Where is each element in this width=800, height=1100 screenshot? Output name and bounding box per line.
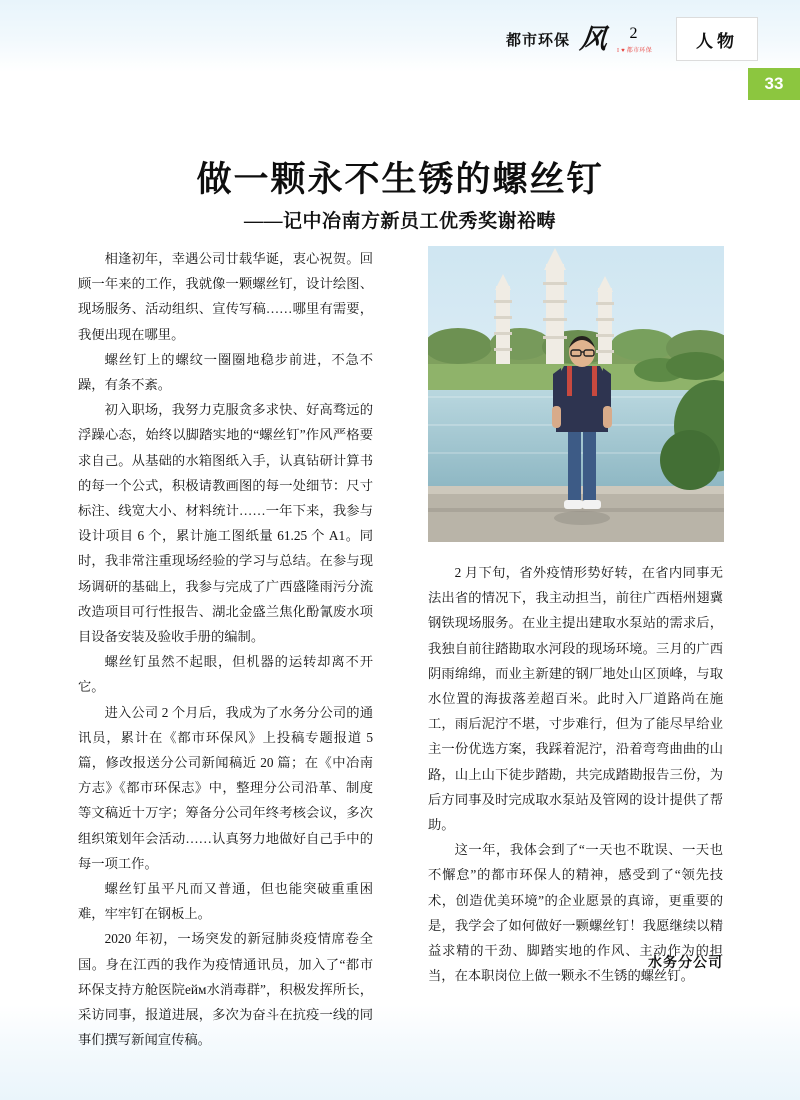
anniversary-number: 2 — [629, 24, 638, 42]
brand-logo-icon: 风 — [578, 23, 609, 54]
paragraph: 这一年，我体会到了“一天也不耽误、一天也不懈怠”的都市环保人的精神，感受到了“领先技术，创造优美环境”的企业愿景的真谛，更重要的是，我学会了如何做好一颗螺丝钉！我愿继续以精益求精的干劲、脚踏实地的作风、主动作为的担当，在本职岗位上做一颗永不生锈的螺丝钉。 — [428, 842, 723, 984]
paragraph: 2020 年初，一场突发的新冠肺炎疫情席卷全国。身在江西的我作为疫情通讯员，加入了“都市环保支持方舱医院ейм水消毒群”，积极发挥所长，采访同事，报道进展，多次为奋斗在抗疫一线的同事们撰写新闻宣传稿。 — [78, 931, 373, 1048]
article-photo — [428, 246, 724, 542]
paragraph: 初入职场，我努力克服贪多求快、好高骛远的浮躁心态，始终以脚踏实地的“螺丝钉”作风严格要求自己。从基础的水箱图纸入手，认真钻研计算书的每一个公式，积极请教画图的每一处细节：尺寸标注、线宽大小、材料统计……一年下来，我参与设计项目 6 个，累计施工图纸量 61.25 个 A1。同时，我非常注重现场经验的学习与总结。在参与现场调研的基础上，我参与完成了广西盛隆雨污分流改造项目可行性报告、湖北金盛兰焦化酚氰废水项目设备安装及验收手册的编制。 — [78, 402, 373, 645]
body-left-column — [78, 246, 373, 1053]
paragraph: 2 月下旬，省外疫情形势好转，在省内同事无法出省的情况下，我主动担当，前往广西梧州翅冀钢铁现场服务。在业主提出建取水泵站的需求后，我独自前往踏勘取水河段的现场环境。三月的广西阴雨绵绵，而业主新建的钢厂地处山区顶峰，与取水位置的海拔落差超百米。此时入厂道路尚在施工，雨后泥泞不堪，寸步难行，但为了能尽早给业主一份优选方案，我踩着泥泞，沿着弯弯曲曲的山路，山上山下徒步踏勘，共完成踏勘报告三份，为后方同事及时完成取水泵站及管网的设计提供了帮助。 — [428, 565, 723, 833]
page-number-tab: 33 — [748, 68, 800, 100]
paragraph: 螺丝钉上的螺纹一圈圈地稳步前进，不急不躁，有条不紊。 — [78, 351, 373, 393]
paragraph: 螺丝钉虽然不起眼，但机器的运转却离不开它。 — [78, 654, 373, 695]
article-signature: 水务分公司 — [648, 956, 723, 971]
section-label: 人物 — [676, 17, 758, 61]
brand-name-label: 都市环保 — [506, 32, 571, 49]
article-title: 做一颗永不生锈的螺丝钉 — [196, 160, 604, 199]
masthead — [506, 18, 758, 60]
paragraph: 相逢初年，幸遇公司廿载华诞，衷心祝贺。回顾一年来的工作，我就像一颗螺丝钉，设计绘图、现场服务、活动组织、宣传写稿……哪里有需要，我便出现在哪里。 — [78, 251, 373, 342]
anniversary-caption: I ♥ 都市环保 — [617, 47, 652, 54]
anniversary-logo — [617, 25, 652, 54]
paragraph: 进入公司 2 个月后，我成为了水务分公司的通讯员，累计在《都市环保风》上投稿专题报道 5 篇，修改报送分公司新闻稿近 20 篇；在《中冶南方志》《都市环保志》中，整理分公司沿革、制度等文稿近十万字；筹备分公司年终考核会议，多次组织策划年会活动……认真努力地做好自己手中的每一项工作。 — [78, 704, 373, 871]
article-subtitle: ——记中冶南方新员工优秀奖谢裕畴 — [243, 211, 556, 232]
photo-illustration — [428, 246, 724, 542]
body-right-column — [428, 560, 723, 988]
paragraph: 螺丝钉虽平凡而又普通，但也能突破重重困难，牢牢钉在钢板上。 — [78, 881, 373, 922]
